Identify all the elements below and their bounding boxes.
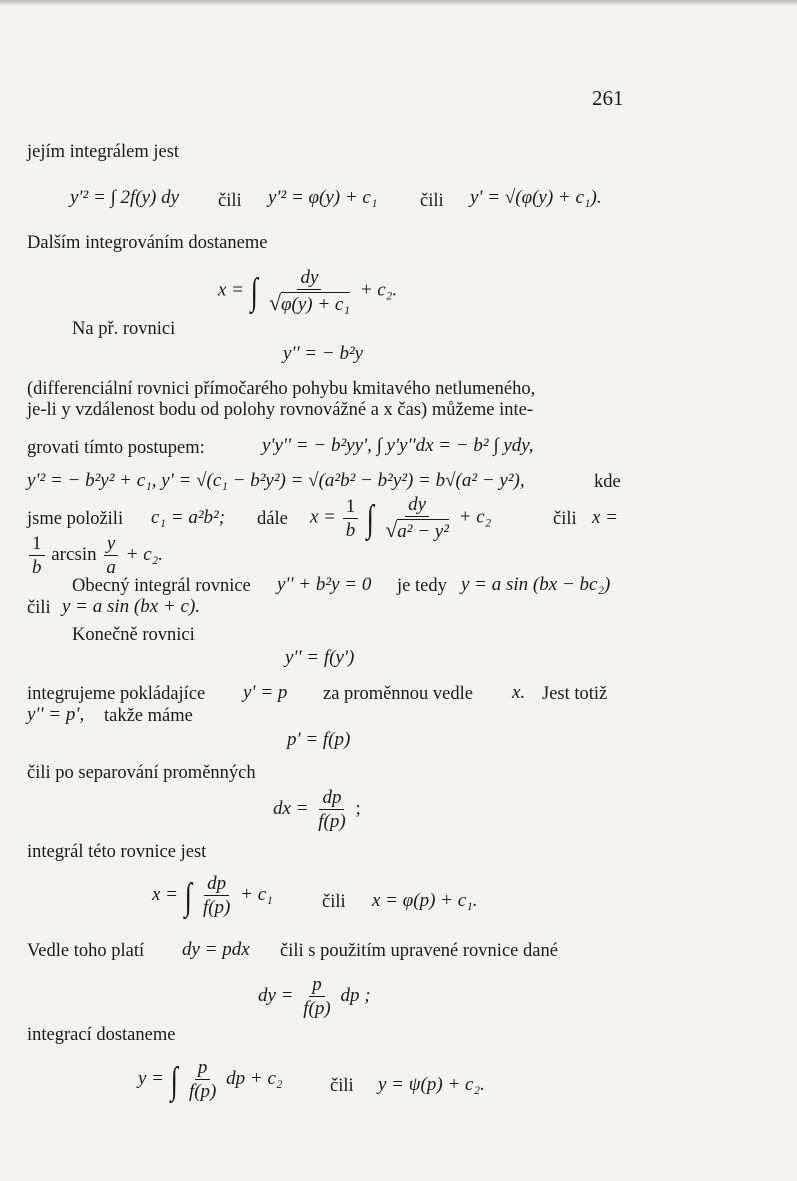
equation-9-fraction: $\frac{dp}{f(p)}$ [202,873,231,918]
equation-2-rhs: + c₂. [359,279,398,301]
paragraph-9: integrál této rovnice jest [27,842,207,862]
equation-11-fraction: $\frac{p}{f(p)}$ [188,1057,217,1102]
equation-9-rhs: x = φ(p) + c₁. [372,890,478,911]
paragraph-7-line-1-t1: integrujeme pokládajíce [27,684,206,704]
paragraph-4-dale: dále [257,509,288,529]
equation-10: dy = $\frac{p}{f(p)}$ dp ; [258,974,371,1019]
equation-1c: y' = √(φ(y) + c₁). [470,187,602,208]
paragraph-4-line-6 [27,534,163,577]
integral-sign: ∫ [184,875,192,918]
paragraph-10-t2: čili s použitím upravené rovnice dané [280,941,558,961]
paragraph-8: čili po separování proměnných [27,763,256,783]
equation-1b: y'² = φ(y) + c₁ [268,187,378,208]
paragraph-4-line-4-math: y'² = − b²y² + c₁, y' = √(c₁ − b²y²) = √(a²b² − b²y²) = b√(a² − y²), [27,470,525,491]
paragraph-5-line-2-m: y = a sin (bx + c). [62,596,201,617]
paragraph-4-line-5-integral [310,495,491,541]
paragraph-4-cili: čili [553,509,577,529]
line-6-one-over-b: $\frac{1}{b}$ [29,534,45,577]
line-6-arcsin: arcsin [51,543,97,565]
line-5-fraction: $\frac{dy}{\text{√a² − y²}}$ [385,494,449,542]
equation-2-denominator: φ(y) + c₁ [281,294,350,315]
paragraph-1: jejím integrálem jest [27,142,180,162]
paragraph-11: integrací dostaneme [27,1025,176,1045]
paragraph-4-x-eq-2: x = [592,507,619,528]
paragraph-10-t1: Vedle toho platí [27,941,145,961]
paragraph-5-line-1-text: Obecný integrál rovnice [72,576,251,596]
integral-sign: ∫ [366,498,374,541]
paragraph-7-line-1-t2: za proměnnou vedle [323,684,473,704]
paragraph-4-kde: kde [594,472,621,492]
page-top-edge [0,0,797,6]
equation-8-fraction: $\frac{dp}{f(p)}$ [318,787,346,832]
equation-10-fraction: $\frac{p}{f(p)}$ [303,974,331,1019]
paragraph-3: Na př. rovnici [72,319,176,339]
equation-11: y = ∫ $\frac{p}{f(p)}$ dp + c₂ [138,1057,283,1102]
equation-2-lhs: x = [218,279,245,301]
paragraph-2: Dalším integrováním dostaneme [27,233,268,253]
page-number: 261 [592,86,624,110]
paragraph-7-line-1-m2: x. [512,682,526,703]
equation-2-numerator: dy [297,268,321,290]
line-5-x-eq: x = [310,506,337,528]
integral-sign: ∫ [170,1059,178,1102]
equation-1-or-1: čili [218,191,242,211]
equation-8: dx = $\frac{dp}{f(p)}$ ; [273,787,361,832]
paragraph-6: Konečně rovnici [72,625,195,645]
line-6-plus-c2: + c₂. [125,543,163,565]
equation-11-rhs: y = ψ(p) + c₂. [378,1074,485,1095]
paragraph-5-line-1-m2: y = a sin (bx − bc₂) [461,574,611,595]
paragraph-7-line-1-t3: Jest totiž [542,684,608,704]
equation-9: x = ∫ $\frac{dp}{f(p)}$ + c₁ [152,873,273,918]
paragraph-5-line-1-m1: y'' + b²y = 0 [277,574,372,595]
paragraph-7-line-2-m: y'' = p', [27,704,85,725]
line-6-y-over-a: $\frac{y}{a}$ [103,534,119,577]
paragraph-5-line-1-t2: je tedy [397,576,447,596]
paragraph-7-line-2-t: takže máme [104,706,193,726]
line-5-plus-c2: + c₂ [458,506,492,528]
integral-sign: ∫ [250,271,258,314]
paragraph-4-line-5-text: jsme položili [27,509,124,529]
paragraph-4-line-2: je-li y vzdálenost bodu od polohy rovnovážné a x čas) můžeme inte- [27,400,534,420]
equation-7: p' = f(p) [287,729,351,750]
paragraph-10-m1: dy = pdx [182,939,250,960]
paragraph-4-line-5-m1: c₁ = a²b²; [151,507,226,528]
line-5-one-over-b: $\frac{1}{b}$ [343,497,359,540]
paragraph-5-line-2-text: čili [27,598,51,618]
paragraph-7-line-1-m1: y' = p [243,682,288,703]
equation-9-cili: čili [322,892,346,912]
paragraph-4-line-1: (differenciální rovnici přímočarého pohybu kmitavého netlumeného, [27,379,536,399]
paragraph-4-line-3-math: y'y'' = − b²yy', ∫ y'y''dx = − b² ∫ ydy, [262,435,534,456]
equation-2-fraction: $\frac{dy}{\text{√φ(y) + c₁}}$ [268,267,350,315]
equation-6: y'' = f(y') [285,647,355,668]
equation-2 [218,268,397,314]
equation-11-cili: čili [330,1076,354,1096]
equation-1a: y'² = ∫ 2f(y) dy [70,187,180,208]
equation-1-or-2: čili [420,191,444,211]
paragraph-4-line-3-text: grovati tímto postupem: [27,438,205,458]
equation-3: y'' = − b²y [283,343,364,364]
